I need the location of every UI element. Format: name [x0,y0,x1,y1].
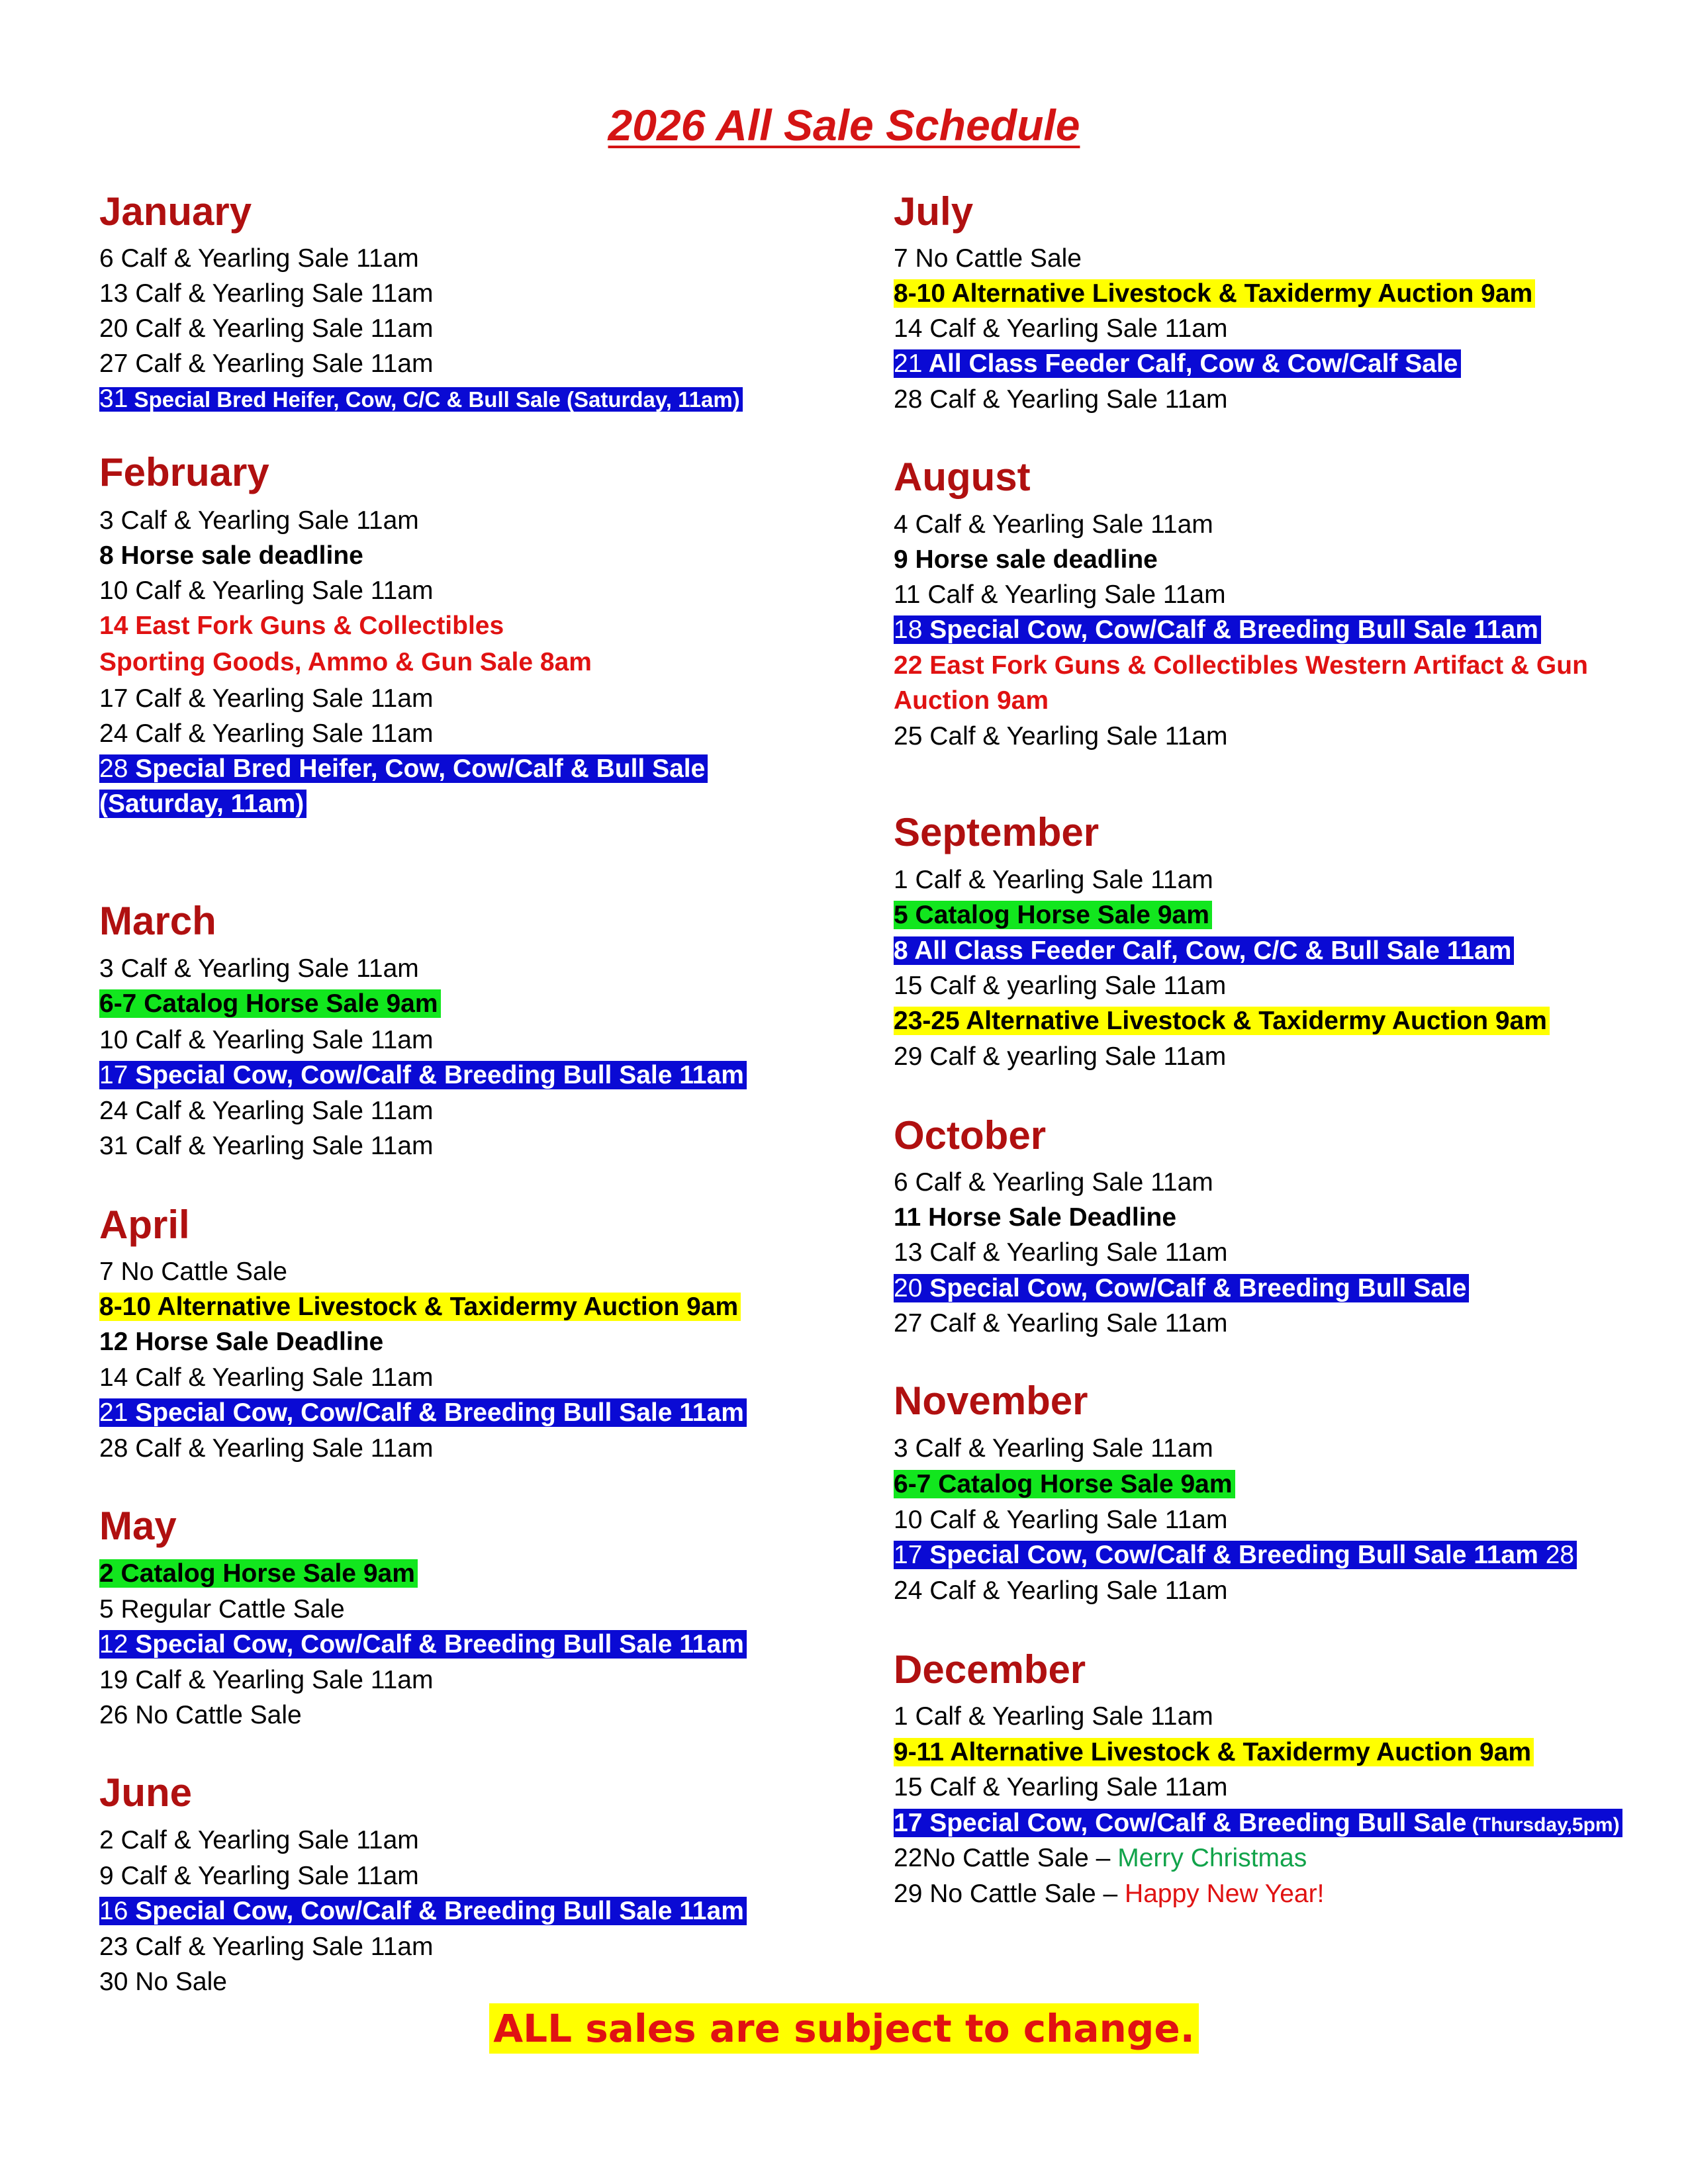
list-item: 29 No Cattle Sale – Happy New Year! [894,1880,1325,1908]
yellow-highlight: 8-10 Alternative Livestock & Taxidermy Auction 9am [894,279,1535,308]
list-item: 15 Calf & Yearling Sale 11am [894,1773,1228,1801]
yellow-highlight: 23-25 Alternative Livestock & Taxidermy Auction 9am [894,1007,1550,1035]
blue-highlight: 17 Special Cow, Cow/Calf & Breeding Bull Sale 11am 28 [894,1541,1577,1569]
list-item: 24 Calf & Yearling Sale 11am [99,719,434,748]
blue-highlight: 17 Special Cow, Cow/Calf & Breeding Bull Sale (Thursday,5pm) [894,1809,1622,1837]
list-item-highlighted [894,276,1535,311]
page-title [0,101,1688,151]
month-heading-november: November [894,1379,1088,1423]
list-item: 28 Calf & Yearling Sale 11am [99,1434,434,1463]
list-item: 15 Calf & yearling Sale 11am [894,972,1227,1000]
list-item: 27 Calf & Yearling Sale 11am [894,1309,1228,1338]
list-item: 27 Calf & Yearling Sale 11am [99,349,434,378]
blue-highlight: 20 Special Cow, Cow/Calf & Breeding Bull Sale [894,1274,1469,1302]
list-item: 29 Calf & yearling Sale 11am [894,1042,1227,1071]
blue-highlight: 21 All Class Feeder Calf, Cow & Cow/Calf Sale [894,349,1461,378]
month-heading-march: March [99,899,216,943]
list-item-highlighted [99,751,708,786]
blue-highlight: 17 Special Cow, Cow/Calf & Breeding Bull Sale 11am [99,1061,747,1089]
month-heading-january: January [99,189,252,234]
list-item: 23 Calf & Yearling Sale 11am [99,1933,434,1961]
list-item: 22No Cattle Sale – Merry Christmas [894,1844,1307,1872]
month-heading-december: December [894,1647,1086,1692]
list-item-highlighted [99,1058,747,1093]
green-highlight: 2 Catalog Horse Sale 9am [99,1559,418,1588]
list-item: 3 Calf & Yearling Sale 11am [894,1434,1213,1463]
list-item: 2 Calf & Yearling Sale 11am [99,1826,419,1854]
list-item-highlighted [894,1735,1534,1770]
list-item-red: Sporting Goods, Ammo & Gun Sale 8am [99,648,592,676]
blue-highlight: (Saturday, 11am) [99,790,306,818]
list-item-highlighted [894,897,1212,933]
list-item-highlighted [894,1805,1622,1843]
list-item: 10 Calf & Yearling Sale 11am [894,1506,1228,1534]
list-item: 6 Calf & Yearling Sale 11am [99,244,419,273]
list-item-red: 14 East Fork Guns & Collectibles [99,612,504,640]
month-heading-june: June [99,1770,193,1815]
list-item-highlighted [99,1893,747,1929]
blue-highlight: 8 All Class Feeder Calf, Cow, C/C & Bull Sale 11am [894,936,1514,965]
green-highlight: 5 Catalog Horse Sale 9am [894,901,1212,929]
list-item: 26 No Cattle Sale [99,1701,302,1729]
month-heading-may: May [99,1504,177,1548]
list-item: 8 Horse sale deadline [99,541,363,570]
list-item: 9 Calf & Yearling Sale 11am [99,1862,419,1890]
month-heading-february: February [99,450,269,494]
list-item: 11 Horse Sale Deadline [894,1203,1177,1232]
list-item: 12 Horse Sale Deadline [99,1328,384,1356]
blue-highlight: 28 Special Bred Heifer, Cow, Cow/Calf & Bull Sale [99,754,708,783]
list-item-red: Auction 9am [894,686,1049,715]
yellow-highlight: 8-10 Alternative Livestock & Taxidermy Auction 9am [99,1293,741,1321]
list-item-highlighted [894,1537,1577,1572]
list-item: 13 Calf & Yearling Sale 11am [99,279,434,308]
list-item: 20 Calf & Yearling Sale 11am [99,314,434,343]
footer-notice [0,2004,1688,2054]
list-item-highlighted [894,1271,1469,1306]
green-highlight: 6-7 Catalog Horse Sale 9am [894,1470,1235,1498]
blue-highlight: 21 Special Cow, Cow/Calf & Breeding Bull Sale 11am [99,1398,747,1427]
list-item-highlighted [99,1289,741,1324]
list-item: 17 Calf & Yearling Sale 11am [99,684,434,713]
list-item: 1 Calf & Yearling Sale 11am [894,866,1213,894]
list-item-highlighted [99,986,441,1021]
list-item: 30 No Sale [99,1968,227,1996]
list-item-highlighted [99,1627,747,1662]
list-item-highlighted [99,381,743,417]
list-item: 14 Calf & Yearling Sale 11am [99,1363,434,1392]
list-item: 14 Calf & Yearling Sale 11am [894,314,1228,343]
list-item: 7 No Cattle Sale [894,244,1082,273]
list-item-highlighted [894,612,1541,647]
footer-notice-text: ALL sales are subject to change. [489,2003,1198,2054]
merry-christmas-text: Merry Christmas [1117,1844,1307,1872]
list-item: 31 Calf & Yearling Sale 11am [99,1132,434,1160]
blue-highlight: 12 Special Cow, Cow/Calf & Breeding Bull Sale 11am [99,1630,747,1659]
list-item-highlighted [99,1395,747,1430]
month-heading-july: July [894,189,974,234]
list-item: 5 Regular Cattle Sale [99,1595,345,1623]
list-item: 19 Calf & Yearling Sale 11am [99,1666,434,1694]
yellow-highlight: 9-11 Alternative Livestock & Taxidermy Auction 9am [894,1738,1534,1766]
month-heading-september: September [894,810,1100,854]
list-item: 3 Calf & Yearling Sale 11am [99,506,419,535]
blue-highlight: 16 Special Cow, Cow/Calf & Breeding Bull Sale 11am [99,1897,747,1925]
list-item: 11 Calf & Yearling Sale 11am [894,580,1226,609]
list-item: 4 Calf & Yearling Sale 11am [894,510,1213,539]
list-item: 10 Calf & Yearling Sale 11am [99,576,434,605]
list-item: 6 Calf & Yearling Sale 11am [894,1168,1213,1197]
list-item: 24 Calf & Yearling Sale 11am [894,1576,1228,1605]
list-item: 28 Calf & Yearling Sale 11am [894,385,1228,414]
list-item: 1 Calf & Yearling Sale 11am [894,1702,1213,1731]
happy-new-year-text: Happy New Year! [1125,1880,1325,1908]
month-heading-october: October [894,1113,1047,1158]
month-heading-august: August [894,455,1031,499]
green-highlight: 6-7 Catalog Horse Sale 9am [99,989,441,1018]
list-item-highlighted [894,1467,1235,1502]
list-item: 7 No Cattle Sale [99,1257,287,1286]
page-title-text: 2026 All Sale Schedule [608,101,1080,150]
list-item: 25 Calf & Yearling Sale 11am [894,722,1228,751]
list-item-highlighted [894,1003,1550,1038]
list-item: 13 Calf & Yearling Sale 11am [894,1238,1228,1267]
list-item-red: 22 East Fork Guns & Collectibles Western Artifact & Gun [894,651,1588,680]
list-item-highlighted [894,933,1514,968]
list-item-highlighted [894,346,1461,381]
list-item: 24 Calf & Yearling Sale 11am [99,1097,434,1125]
list-item-highlighted [99,786,306,821]
list-item: 10 Calf & Yearling Sale 11am [99,1026,434,1054]
list-item: 3 Calf & Yearling Sale 11am [99,954,419,983]
list-item: 9 Horse sale deadline [894,545,1158,574]
blue-highlight: 18 Special Cow, Cow/Calf & Breeding Bull Sale 11am [894,615,1541,644]
blue-highlight: 31 Special Bred Heifer, Cow, C/C & Bull Sale (Saturday, 11am) [99,387,743,412]
month-heading-april: April [99,1203,190,1247]
list-item-highlighted [99,1556,418,1591]
